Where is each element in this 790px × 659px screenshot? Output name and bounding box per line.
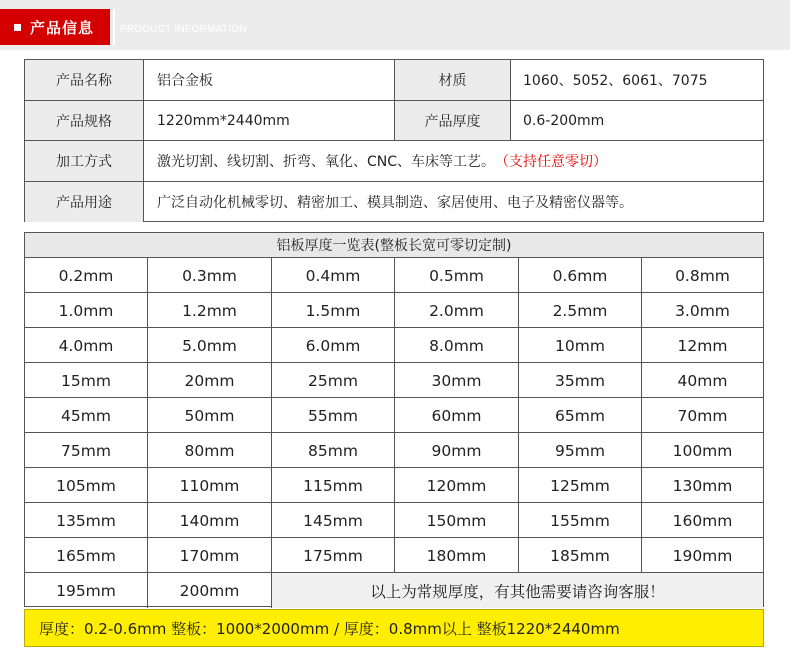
thickness-cell: 125mm [519,468,642,503]
info-row-process [25,141,763,181]
section-tab [0,9,110,45]
thickness-cell: 1.2mm [148,293,272,328]
thickness-row [25,538,763,573]
info-value [144,141,763,181]
section-header [0,0,790,50]
info-value: 铝合金板 [157,73,213,89]
section-title: 产品信息 [30,18,95,37]
thickness-row [25,363,763,398]
thickness-cell: 30mm [395,363,519,398]
thickness-row [25,293,763,328]
info-value: 广泛自动化机械零切、精密加工、模具制造、家居使用、电子及精密仪器等。 [157,195,633,211]
thickness-cell: 80mm [148,433,272,468]
thickness-cell: 1.5mm [272,293,395,328]
table-divider [510,60,511,140]
thickness-cell: 110mm [148,468,272,503]
thickness-cell: 145mm [272,503,395,538]
thickness-cell: 135mm [25,503,148,538]
thickness-cell: 165mm [25,538,148,573]
thickness-cell: 0.2mm [25,258,148,293]
thickness-cell: 8.0mm [395,328,519,363]
thickness-row [25,258,763,293]
table-divider [394,60,395,140]
thickness-cell: 65mm [519,398,642,433]
thickness-cell: 10mm [519,328,642,363]
thickness-cell: 170mm [148,538,272,573]
thickness-cell: 50mm [148,398,272,433]
thickness-cell: 140mm [148,503,272,538]
process-text: 激光切割、线切割、折弯、氧化、CNC、车床等工艺。 [157,154,496,170]
sheet-size-note: 厚度：0.2-0.6mm 整板：1000*2000mm / 厚度：0.8mm以上 整板1220*2440mm [24,609,764,647]
thickness-cell: 105mm [25,468,148,503]
info-label: 加工方式 [25,141,143,181]
thickness-row [25,468,763,503]
thickness-cell: 4.0mm [25,328,148,363]
thickness-cell: 0.5mm [395,258,519,293]
thickness-cell: 190mm [672,546,733,565]
info-label: 材质 [395,60,510,100]
thickness-cell: 0.4mm [272,258,395,293]
thickness-cell: 0.8mm [675,266,730,285]
thickness-note: 以上为常规厚度，有其他需要请咨询客服！ [272,573,763,608]
info-label: 产品规格 [25,101,143,141]
process-highlight: （支持任意零切） [495,154,608,170]
info-value: 1220mm*2440mm [157,113,290,129]
info-row-usage [25,182,763,222]
thickness-cell: 120mm [395,468,519,503]
thickness-cell: 90mm [395,433,519,468]
thickness-cell: 45mm [25,398,148,433]
info-value: 0.6-200mm [523,113,605,129]
thickness-cell: 150mm [395,503,519,538]
thickness-cell: 185mm [519,538,642,573]
thickness-cell: 12mm [677,336,728,355]
product-info-table [24,59,764,222]
thickness-cell: 0.6mm [519,258,642,293]
thickness-cell: 20mm [148,363,272,398]
thickness-cell: 195mm [25,573,148,608]
thickness-cell: 0.3mm [148,258,272,293]
thickness-cell: 155mm [519,503,642,538]
thickness-cell: 115mm [272,468,395,503]
thickness-cell: 130mm [672,476,733,495]
thickness-table [24,232,764,607]
thickness-row [25,503,763,538]
thickness-cell: 95mm [519,433,642,468]
table-divider [143,60,144,221]
thickness-row [25,328,763,363]
info-label: 产品名称 [25,60,143,100]
thickness-cell: 180mm [395,538,519,573]
thickness-cell: 2.0mm [395,293,519,328]
square-bullet-icon [14,24,21,31]
thickness-cell: 3.0mm [675,301,730,320]
thickness-cell: 85mm [272,433,395,468]
thickness-row [25,398,763,433]
thickness-cell: 60mm [395,398,519,433]
thickness-cell: 175mm [272,538,395,573]
thickness-cell: 35mm [519,363,642,398]
thickness-cell: 75mm [25,433,148,468]
thickness-table-title: 铝板厚度一览表(整板长宽可零切定制) [25,233,763,258]
header-divider [113,9,115,45]
thickness-cell: 5.0mm [148,328,272,363]
thickness-row [25,573,763,608]
thickness-cell: 2.5mm [519,293,642,328]
thickness-cell: 40mm [677,371,728,390]
thickness-cell: 25mm [272,363,395,398]
info-label: 产品用途 [25,182,143,222]
thickness-cell: 15mm [25,363,148,398]
thickness-cell: 55mm [272,398,395,433]
thickness-cell: 70mm [677,406,728,425]
thickness-cell: 200mm [148,573,272,608]
thickness-cell: 160mm [672,511,733,530]
thickness-cell: 6.0mm [272,328,395,363]
thickness-cell: 1.0mm [25,293,148,328]
info-label: 产品厚度 [395,101,510,141]
info-value: 1060、5052、6061、7075 [523,73,708,89]
table-divider [25,140,763,141]
thickness-cell: 100mm [672,441,733,460]
table-divider [25,181,763,182]
thickness-row [25,433,763,468]
section-subtitle: PRODUCT INFORMATION [120,24,247,35]
